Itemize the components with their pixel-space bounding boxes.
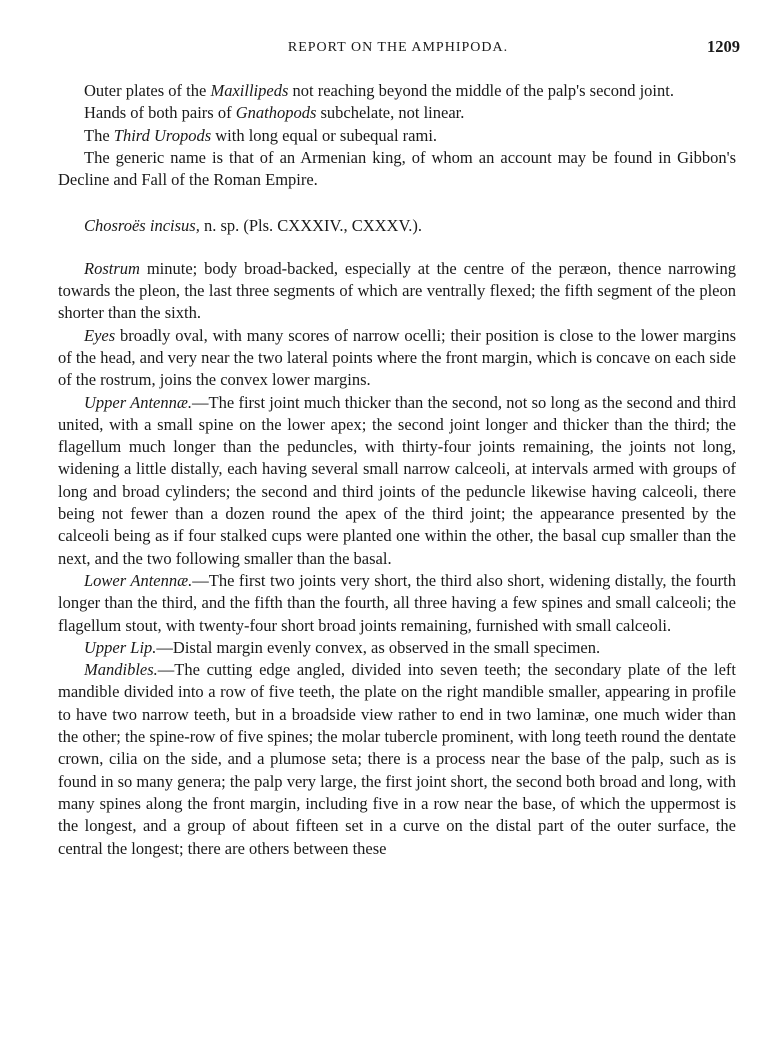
character-text: The (84, 125, 114, 145)
species-name: Chosroës incisus, (84, 216, 200, 236)
page-header (56, 36, 740, 60)
description-term: Upper Lip. (84, 637, 157, 657)
description-text: broadly oval, with many scores of narrow ocelli; their position is close to the lower margins of the head, and very near the two lateral points where the front margin, which is concave on each side of the rostrum, joins the convex lower margins. (58, 325, 736, 390)
character-text: Hands of both pairs of (84, 103, 236, 123)
character-text: subchelate, not linear. (316, 103, 465, 123)
description-text: —Distal margin evenly convex, as observed in the small specimen. (156, 637, 601, 657)
spacer (58, 238, 736, 258)
character-text: not reaching beyond the middle of the palp's second joint. (288, 81, 674, 100)
character-maxillipeds (58, 80, 736, 102)
running-head: REPORT ON THE AMPHIPODA. (287, 40, 509, 55)
character-term: Third Uropods (113, 125, 212, 145)
character-text: Outer plates of the (84, 81, 211, 100)
etymology-paragraph: The generic name is that of an Armenian king, of whom an account may be found in Gibbon's Decline and Fall of the Roman Empire. (58, 147, 736, 190)
description-term: Mandibles. (84, 660, 158, 680)
character-text: with long equal or subequal rami. (211, 125, 438, 145)
description-term: Eyes (84, 325, 116, 345)
character-gnathopods (58, 102, 736, 124)
body-text (58, 80, 736, 860)
description-mandibles (58, 659, 736, 860)
description-rostrum (58, 258, 736, 325)
species-heading-rest: n. sp. (Pls. CXXXIV., CXXXV.). (199, 216, 422, 236)
description-text: minute; body broad-backed, especially at the centre of the peræon, thence narrowing towards the pleon, the last three segments of which are ventrally flexed; the fifth segment of the pleon shorter than the sixth. (58, 258, 736, 323)
spacer (58, 191, 736, 215)
character-term: Gnathopods (235, 103, 317, 123)
page-number: 1209 (707, 37, 740, 56)
description-term: Rostrum (84, 258, 140, 278)
description-text: —The cutting edge angled, divided into seven teeth; the secondary plate of the left mandible divided into a row of five teeth, the plate on the right mandible smaller, appearing in profile to have two narrow teeth, but in a broadside view rather to end in two laminæ, one much wider than the other; the spine-row of five spines; the molar tubercle prominent, with long teeth round the dentate crown, cilia on the side, and a plumose seta; there is a process near the base of the palp, such as is found in so many genera; the palp very large, the first joint short, the second both broad and long, with many spines along the front margin, including five in a row near the base, of which the uppermost is the longest, and a group of about fifteen set in a curve on the distal part of the outer surface, the central the longest; there are others between these (58, 660, 736, 858)
description-text: —The first two joints very short, the third also short, widening distally, the fourth longer than the third, and the fifth than the fourth, all three having a few spines and small calceoli; the flagellum stout, with twenty-four short broad joints remaining, furnished with small calceoli. (58, 570, 736, 635)
description-upper-lip (58, 637, 736, 659)
description-term: Lower Antennæ. (84, 570, 193, 590)
character-term: Maxillipeds (210, 81, 289, 100)
description-eyes (58, 325, 736, 392)
species-heading (58, 215, 736, 237)
description-upper-antennae (58, 392, 736, 570)
description-term: Upper Antennæ. (84, 392, 193, 412)
description-lower-antennae (58, 570, 736, 637)
character-uropods (58, 125, 736, 147)
description-text: —The first joint much thicker than the second, not so long as the second and third united, with a small spine on the lower apex; the second joint longer and thicker than the third; the flagellum much longer than the peduncles, with thirty-four joints remaining, the joints not long, widening a little distally, each having several small narrow calceoli, at intervals armed with groups of long and broad cylinders; the second and third joints of the peduncle likewise having calceoli, there being not fewer than a dozen round the apex of the third joint; the appearance presented by the calceoli being as if four stalked cups were planted one within the other, the basal cup smaller than the next, and the two following smaller than the basal. (58, 392, 736, 568)
